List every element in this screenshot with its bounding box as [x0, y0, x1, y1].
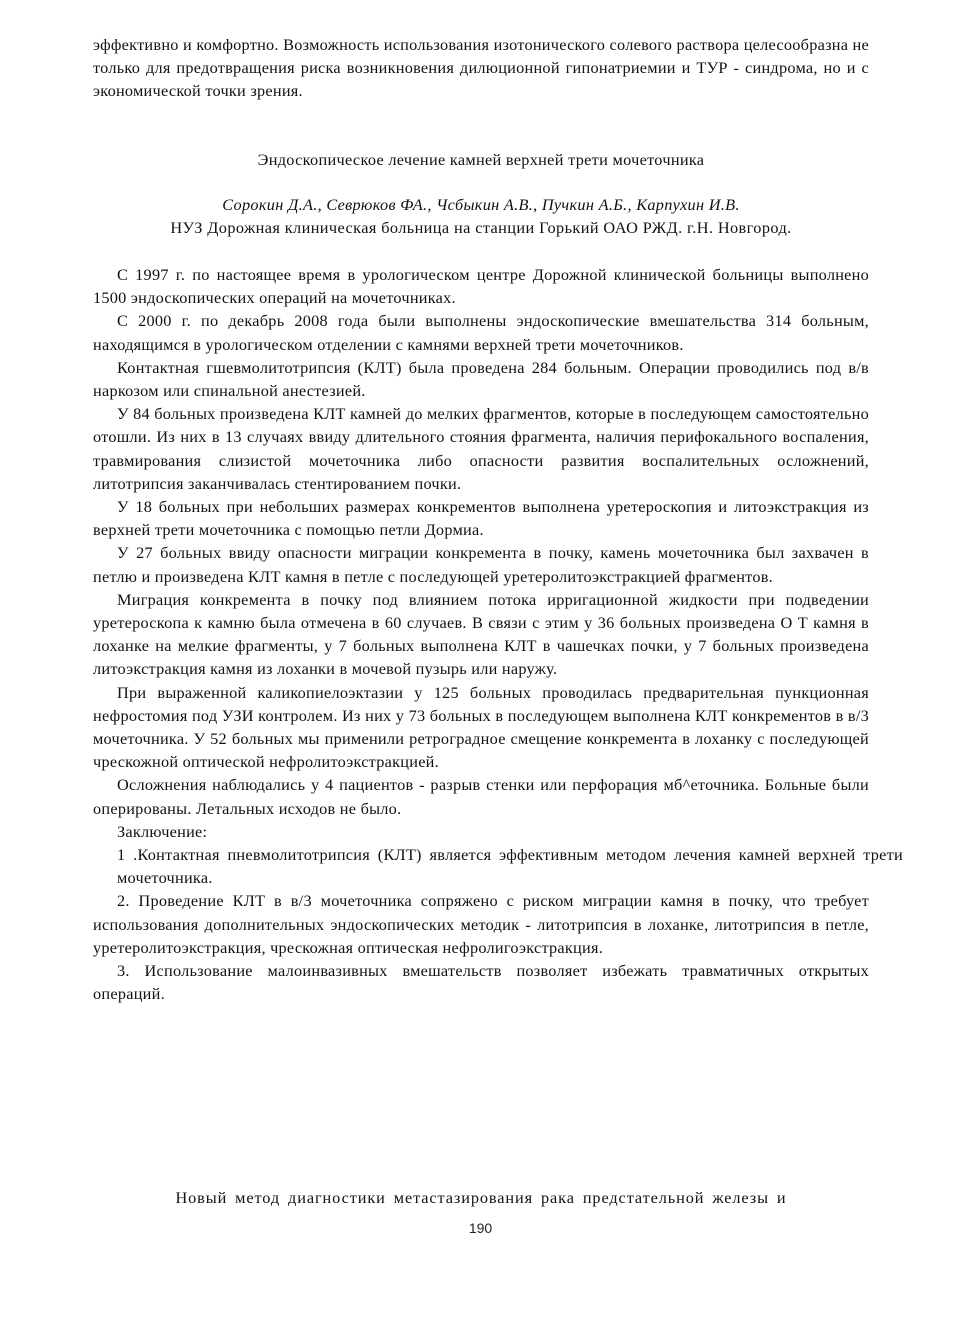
body-paragraph: С 2000 г. по декабрь 2008 года были выполнены эндоскопические вмешательства 314 больным, находящимся в урологическом отделении с камнями верхней трети мочеточников. [93, 311, 869, 354]
body-paragraph: Миграция конкремента в почку под влиянием потока ирригационной жидкости при подведении уретероскопа к камню была отмечена в 60 случаев. В связи с этим у 36 больных произведена О Т камня в лоханке на мелкие фрагменты, у 7 больных выполнена КЛТ в чашечках почки, у 7 больных произведена литоэкстракция камня из лоханки в мочевой пузырь или наружу. [93, 589, 869, 679]
body-paragraph: При выраженной каликопиелоэктазии у 125 больных проводилась предварительная пункционная нефростомия под УЗИ контролем. Из них у 73 больных в последующем выполнена КЛТ конкрементов в в/3 мочеточника. У 52 больных мы применили ретроградное смещение конкремента в лоханку с последующей чрескожной оптической нефролитоэкстракцией. [93, 682, 869, 772]
body-paragraph: У 27 больных ввиду опасности миграции конкремента в почку, камень мочеточника был захвачен в петлю и произведена КЛТ камня в петле с последующей уретеролитоэкстракцией фрагментов. [93, 543, 869, 586]
body-paragraph: С 1997 г. по настоящее время в урологическом центре Дорожной клинической больницы выполнено 1500 эндоскопических операций на мочеточниках. [93, 265, 869, 308]
article-body [93, 263, 903, 1006]
conclusion-item: 2. Проведение КЛТ в в/3 мочеточника сопряжено с риском миграции камня в почку, что требует использования дополнительных эндоскопических методик - литотрипсия в лоханке, литотрипсия в петле, уретеролитоэкстракция, чрескожная оптическая нефролигоэкстракция. [93, 891, 869, 957]
article-authors: Сорокин Д.А., Севрюков ФА., Чсбыкин А.В., Пучкин А.Б., Карпухин И.В. [222, 195, 740, 214]
page-number: 190 [468, 1220, 493, 1236]
conclusion-item: 1 .Контактная пневмолитотрипсия (КЛТ) является эффективным методом лечения камней верхней трети мочеточника. [117, 845, 903, 888]
article-title: Эндоскопическое лечение камней верхней трети мочеточника [257, 150, 705, 169]
conclusion-heading: Заключение: [117, 821, 208, 841]
body-paragraph: У 18 больных при небольших размерах конкрементов выполнена уретероскопия и литоэкстракция из верхней трети мочеточника с помощью петли Дормиа. [93, 497, 869, 540]
body-paragraph: Осложнения наблюдались у 4 пациентов - разрыв стенки или перфорация мб^еточника. Больные были оперированы. Летальных исходов не было. [93, 775, 869, 818]
intro-paragraph: эффективно и комфортно. Возможность использования изотонического солевого раствора целесообразна не только для предотвращения риска возникновения дилюционной гипонатриемии и ТУР - синдрома, но и с экономической точки зрения. [93, 35, 869, 101]
next-article-title: Новый метод диагностики метастазирования рака предстательной железы и [175, 1188, 787, 1207]
article-affiliation: НУЗ Дорожная клиническая больница на станции Горький ОАО РЖД. г.Н. Новгород. [170, 218, 792, 237]
body-paragraph: У 84 больных произведена КЛТ камней до мелких фрагментов, которые в последующем самостоятельно отошли. Из них в 13 случаях ввиду длительного стояния фрагмента, наличия перифокального воспаления, травмирования слизистой мочеточника либо опасности развития воспалительных осложнений, литотрипсия заканчивалась стентированием почки. [93, 404, 869, 493]
body-paragraph: Контактная гшевмолитотрипсия (КЛТ) была проведена 284 больным. Операции проводились под в/в наркозом или спинальной анестезией. [93, 357, 869, 401]
previous-article-ending [93, 33, 869, 103]
conclusion-item: 3. Использование малоинвазивных вмешательств позволяет избежать травматичных открытых операций. [93, 961, 869, 1004]
